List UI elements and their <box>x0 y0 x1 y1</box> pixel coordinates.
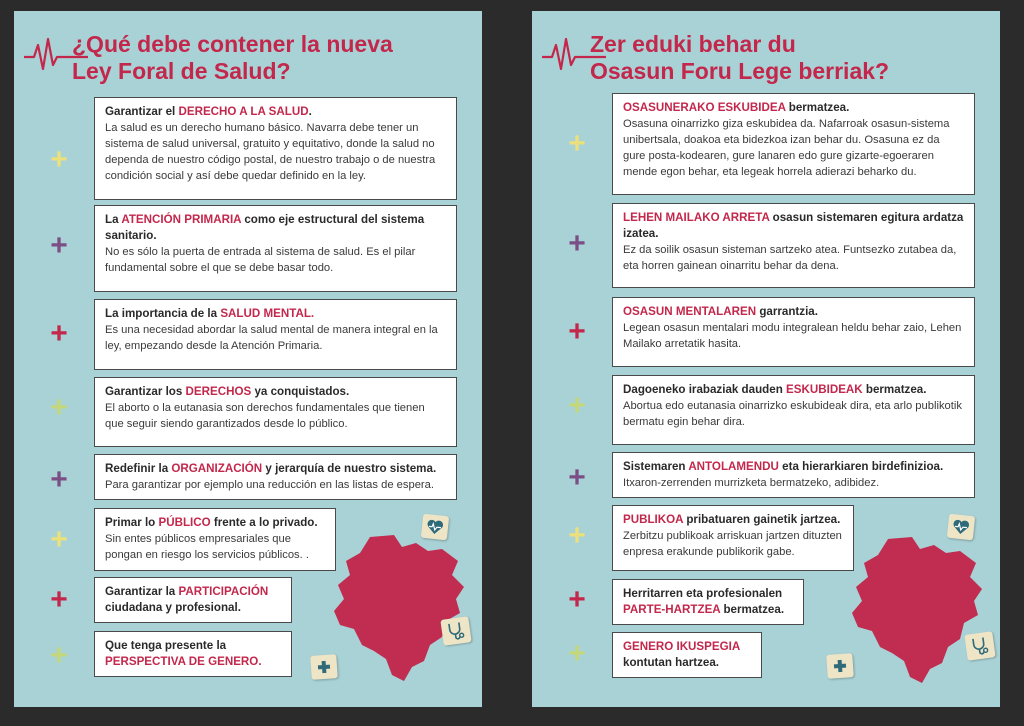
panel-basque <box>532 11 1000 707</box>
item-body: Para garantizar por ejemplo una reducción en las listas de espera. <box>105 479 434 491</box>
item-heading: LEHEN MAILAKO ARRETA osasun sistemaren egitura ardatza izatea. <box>623 211 964 240</box>
stethoscope-sticker-icon <box>440 616 471 646</box>
item-heading: Garantizar la PARTICIPACIÓN ciudadana y profesional. <box>105 585 269 614</box>
navarra-map-icon <box>850 535 986 685</box>
item-body: El aborto o la eutanasia son derechos fundamentales que tienen que seguir siendo garantizados desde lo público. <box>105 402 425 430</box>
list-item <box>94 299 457 370</box>
plus-icon: + <box>50 463 68 496</box>
plus-icon: + <box>50 639 68 672</box>
item-body: Abortua edo eutanasia oinarrizko eskubideak dira, eta arlo publikotik bermatu egin behar dira. <box>623 400 962 428</box>
plus-icon: + <box>568 389 586 422</box>
item-heading: Que tenga presente la PERSPECTIVA DE GENERO. <box>105 639 262 668</box>
plus-icon: + <box>568 637 586 670</box>
page-title: Zer eduki behar du Osasun Foru Lege berriak? <box>590 31 890 84</box>
list-item <box>612 297 975 367</box>
medical-cross-sticker-icon <box>310 654 338 680</box>
list-item <box>94 377 457 447</box>
item-body: La salud es un derecho humano básico. Navarra debe tener un sistema de salud universal, gratuito y equitativo, donde la salud no dependa de nuestro código postal, de nuestro trabajo o de nuestra condición social y así debe quedar definido en la ley. <box>105 122 436 182</box>
item-heading: Redefinir la ORGANIZACIÓN y jerarquía de nuestro sistema. <box>105 462 437 475</box>
list-item <box>94 97 457 200</box>
item-heading: OSASUN MENTALAREN garrantzia. <box>623 305 818 318</box>
plus-icon: + <box>568 461 586 494</box>
page-title: ¿Qué debe contener la nueva Ley Foral de Salud? <box>72 31 393 84</box>
item-body: Zerbitzu publikoak arriskuan jartzen dituzten enpresa erakunde publikorik gabe. <box>623 530 842 558</box>
medical-cross-sticker-icon <box>826 653 854 679</box>
item-body: No es sólo la puerta de entrada al sistema de salud. Es el pilar fundamental sobre el que se debe basar todo. <box>105 246 416 274</box>
list-item <box>612 579 804 625</box>
item-heading: PUBLIKOA pribatuaren gainetik jartzea. <box>623 513 841 526</box>
list-item <box>94 631 292 677</box>
list-item <box>612 203 975 288</box>
item-body: Sin entes públicos empresariales que pongan en riesgo los servicios públicos. . <box>105 533 309 561</box>
panel-spanish <box>14 11 482 707</box>
plus-icon: + <box>568 127 586 160</box>
item-heading: Garantizar los DERECHOS ya conquistados. <box>105 385 350 398</box>
plus-icon: + <box>50 583 68 616</box>
item-heading: La ATENCIÓN PRIMARIA como eje estructural del sistema sanitario. <box>105 213 425 242</box>
list-item <box>612 505 854 571</box>
plus-icon: + <box>568 315 586 348</box>
list-item <box>94 454 457 500</box>
item-heading: Sistemaren ANTOLAMENDU eta hierarkiaren birdefinizioa. <box>623 460 944 473</box>
item-heading: Herritarren eta profesionalen PARTE-HARTZEA bermatzea. <box>623 587 785 616</box>
item-heading: Primar lo PÚBLICO frente a lo privado. <box>105 516 318 529</box>
item-body: Ez da soilik osasun sisteman sartzeko atea. Funtsezko zutabea da, eta horren gainean oinarritu behar da dena. <box>623 244 957 272</box>
plus-icon: + <box>50 143 68 176</box>
heart-ecg-sticker-icon <box>947 514 975 541</box>
stethoscope-sticker-icon <box>964 631 995 661</box>
item-heading: Dagoeneko irabaziak dauden ESKUBIDEAK bermatzea. <box>623 383 927 396</box>
item-heading: Garantizar el DERECHO A LA SALUD. <box>105 105 312 118</box>
plus-icon: + <box>50 391 68 424</box>
plus-icon: + <box>568 519 586 552</box>
list-item <box>612 632 762 678</box>
navarra-map-icon <box>332 533 468 683</box>
item-body: Es una necesidad abordar la salud mental de manera integral en la ley, empezando desde la Atención Primaria. <box>105 324 438 352</box>
heart-ecg-sticker-icon <box>421 514 449 541</box>
item-heading: La importancia de la SALUD MENTAL. <box>105 307 315 320</box>
list-item <box>94 205 457 292</box>
item-body: Osasuna oinarrizko giza eskubidea da. Nafarroak osasun-sistema unibertsala, doakoa eta bidezkoa izan behar du. Osasuna ez da gure posta-kodearen, gure lanaren edo gure gizarte-egoeraren mende egon behar, eta legeak horrela adierazi beharko du. <box>623 118 950 178</box>
plus-icon: + <box>50 317 68 350</box>
list-item <box>612 375 975 445</box>
list-item <box>612 93 975 195</box>
item-heading: GENERO IKUSPEGIA kontutan hartzea. <box>623 640 740 669</box>
plus-icon: + <box>568 583 586 616</box>
item-body: Legean osasun mentalari modu integralean heldu behar zaio, Lehen Mailako arretatik hasita. <box>623 322 962 350</box>
plus-icon: + <box>568 227 586 260</box>
plus-icon: + <box>50 229 68 262</box>
list-item <box>94 508 336 571</box>
item-heading: OSASUNERAKO ESKUBIDEA bermatzea. <box>623 101 850 114</box>
list-item <box>612 452 975 498</box>
list-item <box>94 577 292 623</box>
plus-icon: + <box>50 523 68 556</box>
item-body: Itxaron-zerrenden murrizketa bermatzeko, adibidez. <box>623 477 880 489</box>
